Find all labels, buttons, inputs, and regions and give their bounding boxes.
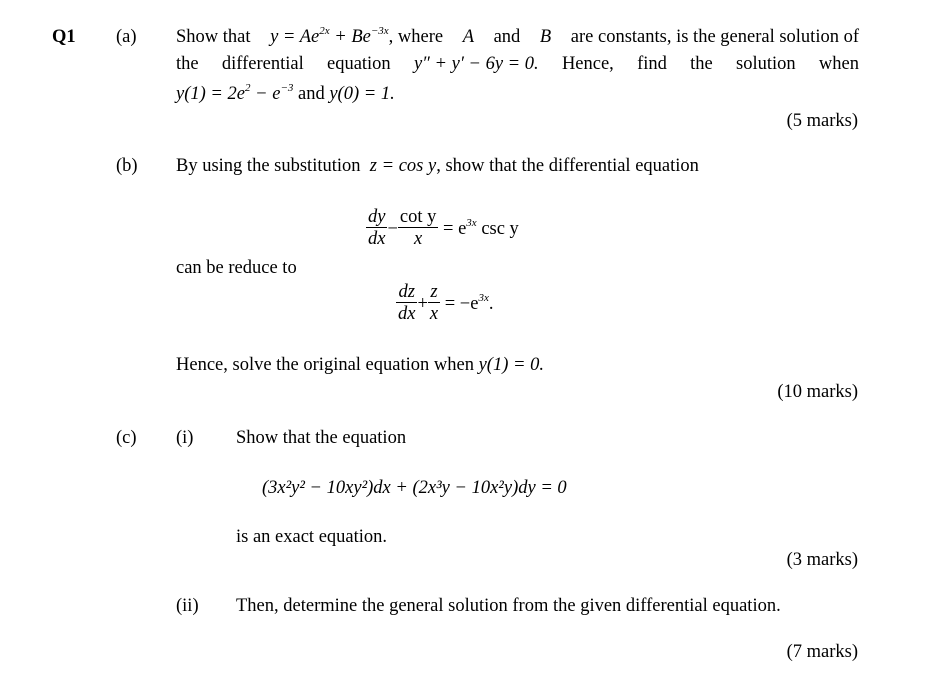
part-c-label: (c) [116,428,137,448]
part-a-line1: Show that $y = Ae^{2x} + Be^{-3x}$, where A and B are constants, is the general solution of [176,24,859,47]
question-number: Q1 [52,27,76,47]
linear-equation: $\frac{dz}{dx}$ + $\frac{z}{x}$ = $-e^{3x}$. [398,282,494,325]
fraction-dy-dx: $\frac{dy}{dx}$ [368,207,386,250]
part-a-line2: the differential equation y″ + y′ − 6y = 0. Hence, find the solution when [176,54,859,74]
part-c-i-label: (i) [176,428,194,448]
part-a-intro: Show that [176,27,251,47]
bernoulli-equation: $\frac{dy}{dx}$ − $\frac{\text{cot y}}{x}$ = $e^{3x}$ csc y [368,207,519,250]
substitution-expr: z = cos y [369,156,437,176]
ode-equation: y″ + y′ − 6y = 0. [413,54,539,74]
part-b-hence: Hence, solve the original equation when y(1) = 0. [176,355,544,375]
part-c-ii-marks: (7 marks) [786,642,858,662]
part-b-label: (b) [116,156,138,176]
boundary-condition: y(1) = 0. [478,355,544,375]
part-a-marks: (5 marks) [786,111,858,131]
var-b: B [539,27,552,47]
part-c-ii-label: (ii) [176,596,199,616]
part-a-line3: $y(1) = 2e^2 - e^{-3}$ and y(0) = 1. [176,81,395,104]
part-c-i-marks: (3 marks) [786,550,858,570]
var-a: A [462,27,475,47]
exact-equation: (3x²y² − 10xy²)dx + (2x³y − 10x²y)dy = 0 [262,478,567,498]
part-c-ii-text: Then, determine the general solution from the given differential equation. [236,596,781,616]
part-a-label: (a) [116,27,137,47]
fraction-cot-y-over-x: $\frac{\text{cot y}}{x}$ [399,207,437,250]
reduce-text: can be reduce to [176,258,297,278]
part-c-i-text: Show that the equation [236,428,407,448]
part-c-i-exact-text: is an exact equation. [236,527,388,547]
initial-condition-2: y(0) = 1. [329,84,395,104]
initial-condition-1: $y(1) = 2e^2 - e^{-3}$ [176,81,294,104]
fraction-z-over-x: $\frac{z}{x}$ [429,282,439,325]
part-b-intro: By using the substitution z = cos y, show that the differential equation [176,156,699,176]
part-b-marks: (10 marks) [777,382,858,402]
part-a-solution-expr: $y = Ae^{2x} + Be^{-3x}$, where [270,24,444,47]
fraction-dz-dx: $\frac{dz}{dx}$ [398,282,416,325]
